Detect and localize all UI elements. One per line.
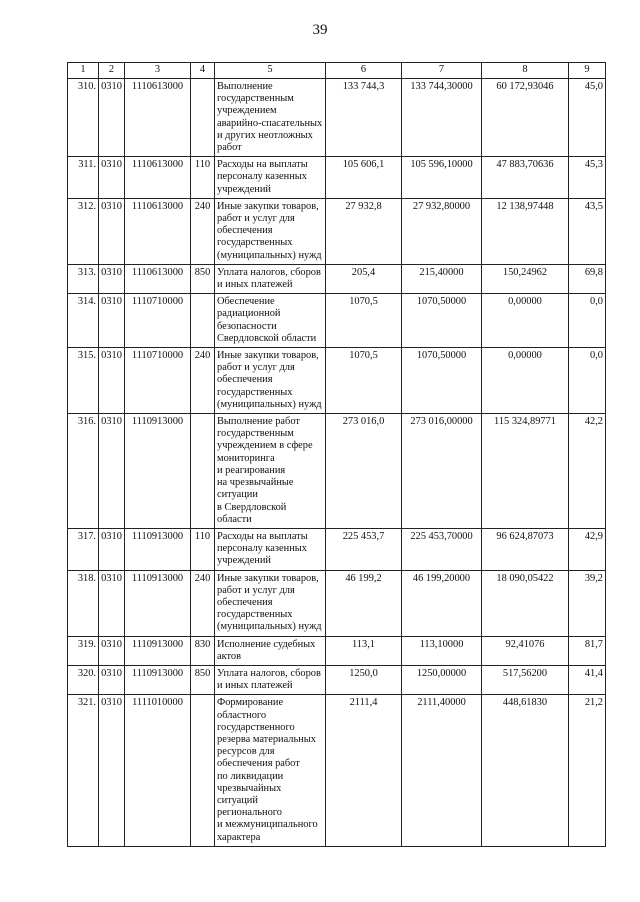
execution-percent-cell: 42,2 [569, 414, 606, 529]
row-number-cell: 319. [68, 636, 99, 665]
expense-type-cell [191, 414, 215, 529]
row-number-cell: 318. [68, 570, 99, 636]
executed-amount-cell: 96 624,87073 [482, 528, 569, 570]
expense-type-cell [191, 294, 215, 348]
execution-percent-cell: 0,0 [569, 294, 606, 348]
table-row [68, 636, 606, 665]
page-number: 39 [312, 22, 328, 38]
approved-amount-cell: 225 453,7 [326, 528, 402, 570]
budget-amount-cell: 133 744,30000 [402, 79, 482, 157]
target-code-cell: 1110913000 [125, 528, 191, 570]
item-name-line: чрезвычайных [217, 782, 282, 794]
item-name-line: и реагирования [217, 464, 286, 476]
budget-amount-cell: 46 199,20000 [402, 570, 482, 636]
budget-amount-cell: 27 932,80000 [402, 198, 482, 264]
budget-amount-cell: 273 016,00000 [402, 414, 482, 529]
item-name-line: областного [217, 709, 267, 721]
item-name-line: радиационной [217, 308, 281, 320]
column-header-4: 4 [191, 63, 215, 79]
table-row [68, 294, 606, 348]
item-name-line: государственным [217, 428, 294, 440]
item-name-line: и межмуниципального [217, 819, 318, 831]
section-code-cell: 0310 [99, 528, 125, 570]
expense-type-cell: 240 [191, 348, 215, 414]
approved-amount-cell: 2111,4 [326, 695, 402, 846]
section-code-cell: 0310 [99, 570, 125, 636]
item-name-line: ситуаций [217, 794, 258, 806]
item-name-line: государственных [217, 386, 293, 398]
expense-type-cell: 850 [191, 264, 215, 293]
section-code-cell: 0310 [99, 294, 125, 348]
section-code-cell: 0310 [99, 157, 125, 199]
section-code-cell: 0310 [99, 636, 125, 665]
item-name-line: Иные закупки товаров, [217, 572, 319, 584]
item-name-cell [215, 157, 326, 199]
section-code-cell: 0310 [99, 79, 125, 157]
target-code-cell: 1110613000 [125, 79, 191, 157]
budget-amount-cell: 1250,00000 [402, 665, 482, 694]
item-name-line: безопасности [217, 320, 277, 332]
row-number-cell: 310. [68, 79, 99, 157]
item-name-line: учреждением в сфере [217, 440, 313, 452]
item-name-cell [215, 414, 326, 529]
executed-amount-cell: 150,24962 [482, 264, 569, 293]
item-name-cell [215, 570, 326, 636]
item-name-cell [215, 636, 326, 665]
target-code-cell: 1110710000 [125, 348, 191, 414]
target-code-cell: 1110913000 [125, 636, 191, 665]
row-number-cell: 321. [68, 695, 99, 846]
section-code-cell: 0310 [99, 264, 125, 293]
item-name-cell [215, 528, 326, 570]
item-name-cell [215, 294, 326, 348]
budget-amount-cell: 2111,40000 [402, 695, 482, 846]
section-code-cell: 0310 [99, 198, 125, 264]
expense-type-cell: 110 [191, 528, 215, 570]
item-name-line: государственного [217, 721, 295, 733]
item-name-line: области [217, 513, 252, 525]
item-name-line: и других неотложных [217, 129, 313, 141]
approved-amount-cell: 27 932,8 [326, 198, 402, 264]
item-name-line: актов [217, 650, 242, 662]
item-name-line: резерва материальных [217, 733, 316, 745]
item-name-line: Расходы на выплаты [217, 530, 308, 542]
table-row [68, 570, 606, 636]
row-number-cell: 317. [68, 528, 99, 570]
table-row [68, 695, 606, 846]
item-name-line: по ликвидации [217, 770, 284, 782]
approved-amount-cell: 273 016,0 [326, 414, 402, 529]
item-name-line: ситуации [217, 489, 258, 501]
item-name-line: Иные закупки товаров, [217, 350, 319, 362]
execution-percent-cell: 41,4 [569, 665, 606, 694]
item-name-line: в Свердловской [217, 501, 287, 513]
item-name-line: государственных [217, 237, 293, 249]
item-name-line: характера [217, 831, 261, 843]
item-name-line: учреждений [217, 555, 271, 567]
budget-amount-cell: 1070,50000 [402, 348, 482, 414]
table-row [68, 414, 606, 529]
row-number-cell: 315. [68, 348, 99, 414]
budget-amount-cell: 105 596,10000 [402, 157, 482, 199]
expense-type-cell [191, 695, 215, 846]
item-name-line: (муниципальных) нужд [217, 249, 322, 261]
item-name-cell [215, 695, 326, 846]
column-header-6: 6 [326, 63, 402, 79]
item-name-line: аварийно-спасательных [217, 117, 323, 129]
row-number-cell: 312. [68, 198, 99, 264]
item-name-line: Уплата налогов, сборов [217, 667, 321, 679]
executed-amount-cell: 47 883,70636 [482, 157, 569, 199]
execution-percent-cell: 39,2 [569, 570, 606, 636]
budget-amount-cell: 225 453,70000 [402, 528, 482, 570]
item-name-line: государственных [217, 609, 293, 621]
item-name-line: учреждением [217, 105, 277, 117]
table-row [68, 348, 606, 414]
approved-amount-cell: 133 744,3 [326, 79, 402, 157]
item-name-line: Выполнение [217, 81, 273, 92]
item-name-line: регионального [217, 807, 282, 819]
item-name-line: работ и услуг для [217, 213, 295, 225]
executed-amount-cell: 448,61830 [482, 695, 569, 846]
item-name-line: и иных платежей [217, 680, 293, 692]
execution-percent-cell: 45,3 [569, 157, 606, 199]
item-name-line: персоналу казенных [217, 543, 307, 555]
expense-type-cell: 240 [191, 198, 215, 264]
executed-amount-cell: 60 172,93046 [482, 79, 569, 157]
executed-amount-cell: 0,00000 [482, 348, 569, 414]
execution-percent-cell: 43,5 [569, 198, 606, 264]
column-header-1: 1 [68, 63, 99, 79]
table-row [68, 264, 606, 293]
item-name-line: Свердловской области [217, 332, 317, 344]
budget-amount-cell: 215,40000 [402, 264, 482, 293]
expense-type-cell: 830 [191, 636, 215, 665]
item-name-line: Уплата налогов, сборов [217, 266, 321, 278]
approved-amount-cell: 1070,5 [326, 294, 402, 348]
executed-amount-cell: 18 090,05422 [482, 570, 569, 636]
executed-amount-cell: 12 138,97448 [482, 198, 569, 264]
target-code-cell: 1110913000 [125, 665, 191, 694]
target-code-cell: 1110613000 [125, 198, 191, 264]
row-number-cell: 316. [68, 414, 99, 529]
budget-table [67, 62, 606, 847]
execution-percent-cell: 42,9 [569, 528, 606, 570]
item-name-cell [215, 264, 326, 293]
item-name-line: обеспечения [217, 225, 273, 237]
column-header-8: 8 [482, 63, 569, 79]
target-code-cell: 1110913000 [125, 414, 191, 529]
column-header-7: 7 [402, 63, 482, 79]
row-number-cell: 313. [68, 264, 99, 293]
budget-amount-cell: 113,10000 [402, 636, 482, 665]
item-name-line: на чрезвычайные [217, 477, 294, 489]
table-row [68, 157, 606, 199]
item-name-line: работ [217, 142, 242, 154]
target-code-cell: 1110913000 [125, 570, 191, 636]
budget-amount-cell: 1070,50000 [402, 294, 482, 348]
item-name-line: Формирование [217, 697, 284, 709]
item-name-line: обеспечения работ [217, 758, 300, 770]
item-name-line: Обеспечение [217, 296, 275, 308]
item-name-line: персоналу казенных [217, 171, 307, 183]
item-name-line: обеспечения [217, 374, 273, 386]
item-name-line: обеспечения [217, 596, 273, 608]
column-header-5: 5 [215, 63, 326, 79]
approved-amount-cell: 113,1 [326, 636, 402, 665]
execution-percent-cell: 45,0 [569, 79, 606, 157]
execution-percent-cell: 0,0 [569, 348, 606, 414]
section-code-cell: 0310 [99, 665, 125, 694]
column-header-9: 9 [569, 63, 606, 79]
item-name-line: (муниципальных) нужд [217, 398, 322, 410]
execution-percent-cell: 81,7 [569, 636, 606, 665]
item-name-line: (муниципальных) нужд [217, 621, 322, 633]
row-number-cell: 320. [68, 665, 99, 694]
execution-percent-cell: 69,8 [569, 264, 606, 293]
row-number-cell: 314. [68, 294, 99, 348]
item-name-line: учреждений [217, 183, 271, 195]
item-name-line: Расходы на выплаты [217, 159, 308, 171]
approved-amount-cell: 205,4 [326, 264, 402, 293]
target-code-cell: 1110613000 [125, 264, 191, 293]
expense-type-cell: 240 [191, 570, 215, 636]
executed-amount-cell: 115 324,89771 [482, 414, 569, 529]
approved-amount-cell: 1250,0 [326, 665, 402, 694]
execution-percent-cell: 21,2 [569, 695, 606, 846]
target-code-cell: 1110613000 [125, 157, 191, 199]
executed-amount-cell: 0,00000 [482, 294, 569, 348]
expense-type-cell: 110 [191, 157, 215, 199]
column-header-row [68, 63, 606, 79]
table-row [68, 528, 606, 570]
column-header-3: 3 [125, 63, 191, 79]
section-code-cell: 0310 [99, 348, 125, 414]
item-name-line: Исполнение судебных [217, 638, 316, 650]
section-code-cell: 0310 [99, 695, 125, 846]
table-row [68, 79, 606, 157]
item-name-cell [215, 79, 326, 157]
table-row [68, 198, 606, 264]
expense-type-cell: 850 [191, 665, 215, 694]
item-name-line: государственным [217, 93, 294, 105]
item-name-cell [215, 348, 326, 414]
item-name-line: Иные закупки товаров, [217, 200, 319, 212]
item-name-line: работ и услуг для [217, 362, 295, 374]
approved-amount-cell: 1070,5 [326, 348, 402, 414]
item-name-line: мониторинга [217, 452, 275, 464]
approved-amount-cell: 46 199,2 [326, 570, 402, 636]
expense-type-cell [191, 79, 215, 157]
item-name-cell [215, 665, 326, 694]
approved-amount-cell: 105 606,1 [326, 157, 402, 199]
executed-amount-cell: 517,56200 [482, 665, 569, 694]
executed-amount-cell: 92,41076 [482, 636, 569, 665]
item-name-cell [215, 198, 326, 264]
item-name-line: работ и услуг для [217, 584, 295, 596]
table-row [68, 665, 606, 694]
column-header-2: 2 [99, 63, 125, 79]
target-code-cell: 1110710000 [125, 294, 191, 348]
table-body [68, 79, 606, 847]
section-code-cell: 0310 [99, 414, 125, 529]
target-code-cell: 1111010000 [125, 695, 191, 846]
item-name-line: Выполнение работ [217, 416, 300, 428]
row-number-cell: 311. [68, 157, 99, 199]
item-name-line: ресурсов для [217, 746, 275, 758]
item-name-line: и иных платежей [217, 279, 293, 291]
